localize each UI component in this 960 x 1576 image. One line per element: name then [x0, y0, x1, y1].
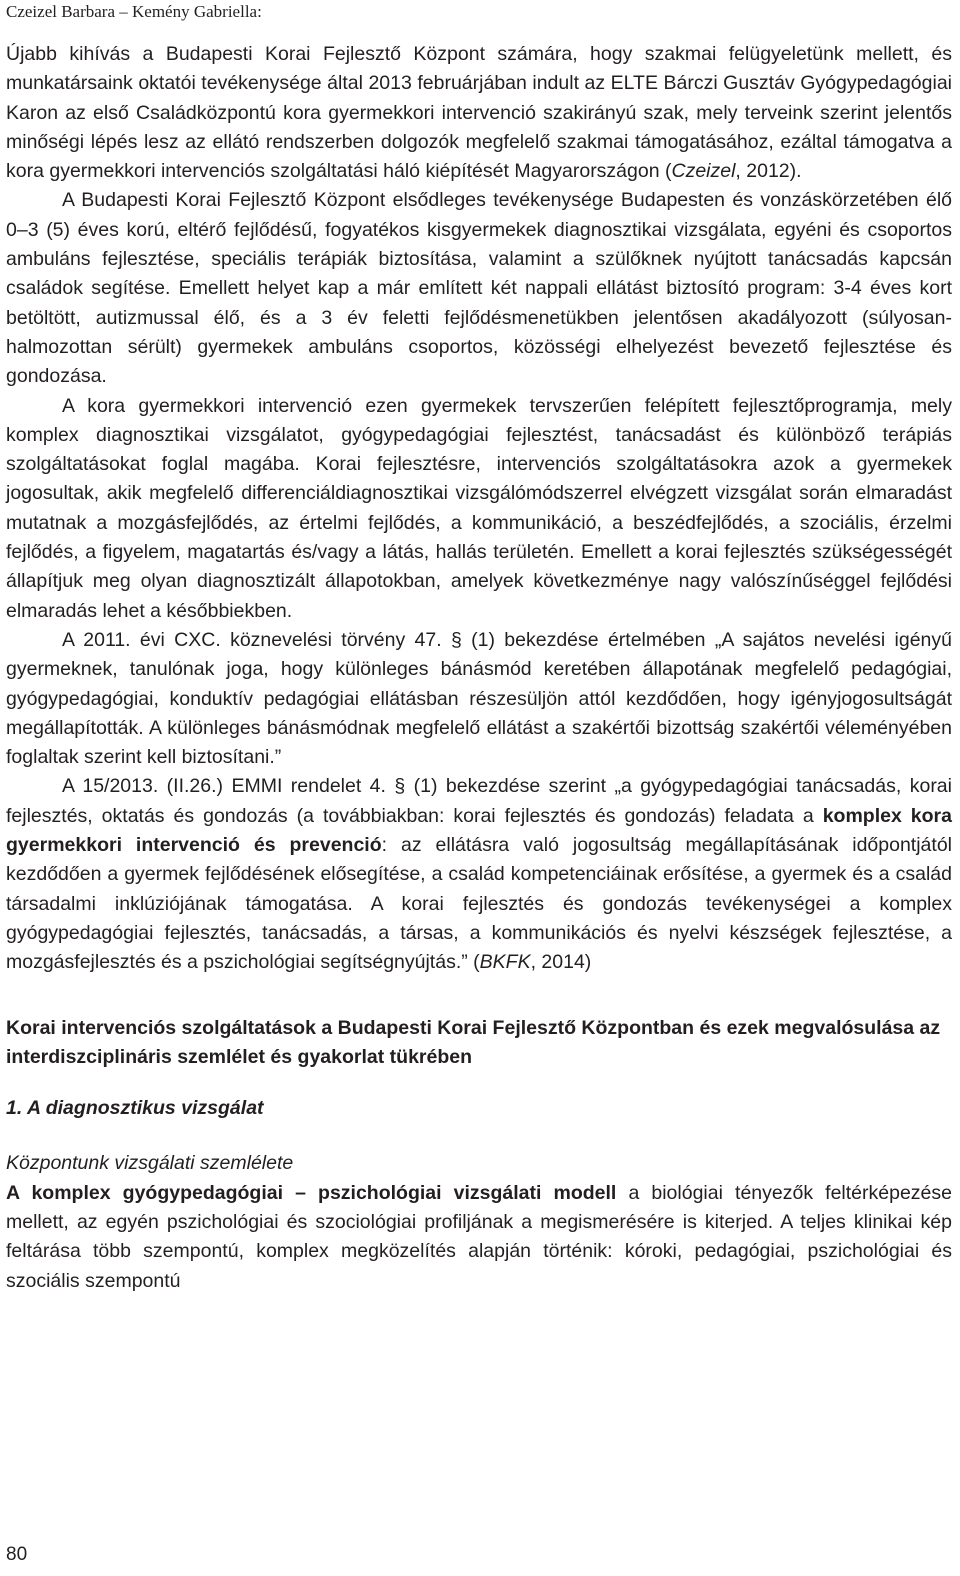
paragraph-6-tail: a biológiai tényezők feltérképezése mellett, az egyén pszichológiai és szociológiai profiljának a megismerésére is kiterjed. A teljes klinikai kép feltárása több szempontú, komplex megközelítés alapján történik: kóroki, pedagógiai, pszichológiai és szociális szempontú: [6, 1181, 952, 1292]
section-heading: Korai intervenciós szolgáltatások a Budapesti Korai Fejlesztő Központban és ezek megvalósulása az interdiszciplináris szemlélet és gyakorlat tükrében: [6, 1016, 941, 1068]
paragraph-5-bold: komplex kora gyermekkori intervenció és prevenció: [6, 804, 952, 857]
paragraph-4: A 2011. évi CXC. köznevelési törvény 47. § (1) bekezdése értelmében „A sajátos nevelési igényű gyermeknek, tanulónak joga, hogy különleges bánásmód keretében állapotának megfelelő pedagógiai, gyógypedagógiai, konduktív pedagógiai ellátásban részesüljön attól kezdődően, hogy igényjogosultságát megállapították. A különleges bánásmódnak megfelelő ellátást a szakértői bizottság szakértői véleményében foglaltak szerint kell biztosítani.”: [6, 628, 952, 769]
paragraph-6-bold: A komplex gyógypedagógiai – pszichológiai vizsgálati modell: [6, 1181, 617, 1204]
running-header: Czeizel Barbara – Kemény Gabriella:: [6, 2, 262, 21]
subsubsection-heading: Központunk vizsgálati szemlélete: [6, 1152, 294, 1175]
citation-bkfk: BKFK: [479, 951, 531, 974]
body-text: [6, 40, 952, 1296]
citation-czeizel: Czeizel: [671, 160, 736, 183]
paragraph-5-tail: : az ellátásra való jogosultság megállapításának időpontjától kezdődően a gyermek fejlődésének elősegítése, a család kompetenciáinak erősítése, a gyermek és a család társadalmi inklúziójának támogatása. A korai fejlesztés és gondozás tevékenységei a komplex gyógypedagógiai fejlesztés, tanácsadás, a társas, a kommunikációs és nyelvi készségek fejlesztése, a mozgásfejlesztés és a pszichológiai segítségnyújtás.” (: [6, 834, 952, 974]
document-page: [6, 0, 952, 1576]
paragraph-2: A Budapesti Korai Fejlesztő Központ elsődleges tevékenysége Budapesten és vonzáskörzetében élő 0–3 (5) éves korú, eltérő fejlődésű, fogyatékos kisgyermekek diagnosztikai vizsgálata, egyéni és csoportos ambuláns fejlesztése, speciális terápiák biztosítása, valamint a szülőknek nyújtott tanácsadás kapcsán családok segítése. Emellett helyet kap a már említett két nappali ellátást biztosító program: 3-4 éves kort betöltött, autizmussal élő, és a 3 év feletti fejlődésmenetükben jelentősen akadályozott (súlyosan-halmozottan sérült) gyermekek ambuláns csoportos, közösségi elhelyezést bevezető fejlesztése és gondozása.: [6, 189, 952, 388]
paragraph-1: [6, 40, 952, 186]
paragraph-5-text: A 15/2013. (II.26.) EMMI rendelet 4. § (1) bekezdése szerint „a gyógypedagógiai tanácsadás, korai fejlesztés, oktatás és gondozás (a továbbiakban: korai fejlesztés és gondozás) feladata a: [6, 775, 952, 827]
page-number: 80: [6, 1544, 28, 1565]
subsection-heading: 1. A diagnosztikus vizsgálat: [6, 1097, 264, 1120]
paragraph-5-tail2: , 2014): [530, 951, 592, 974]
paragraph-3: A kora gyermekkori intervenció ezen gyermekek tervszerűen felépített fejlesztőprogramja, mely komplex diagnosztikai vizsgálatot, gyógypedagógiai fejlesztést, tanácsadást és különböző terápiás szolgáltatásokat foglal magába. Korai fejlesztésre, intervenciós szolgáltatásokra azok a gyermekek jogosultak, akik megfelelő differenciáldiagnosztikai vizsgálómódszerrel elvégzett vizsgálat során elmaradást mutatnak a mozgásfejlődés, az értelmi fejlődés, a kommunikáció, a beszédfejlődés, a szociális, érzelmi fejlődés, a figyelem, magatartás és/vagy a látás, hallás területén. Emellett a korai fejlesztés szükségességét állapítjuk meg olyan diagnosztizált állapotokban, amelyek következménye nagy valószínűséggel fejlődési elmaradás lehet a későbbiekben.: [6, 394, 952, 622]
paragraph-6: [6, 1179, 952, 1296]
paragraph-1-text: Újabb kihívás a Budapesti Korai Fejlesztő Központ számára, hogy szakmai felügyeletünk mellett, és munkatársaink oktatói tevékenysége által 2013 februárjában indult az ELTE Bárczi Gusztáv Gyógypedagógiai Karon az első Családközpontú kora gyermekkori intervenció szakirányú szak, mely terveink szerint jelentős minőségi lépés lesz az ellátó rendszerben dolgozók megfelelő szakmai támogatásához, ezáltal támogatva a kora gyermekkori intervenciós szolgáltatási háló kiépítését Magyarországon (: [6, 43, 952, 183]
paragraph-5: [6, 772, 952, 977]
paragraph-1-tail: , 2012).: [735, 160, 802, 183]
